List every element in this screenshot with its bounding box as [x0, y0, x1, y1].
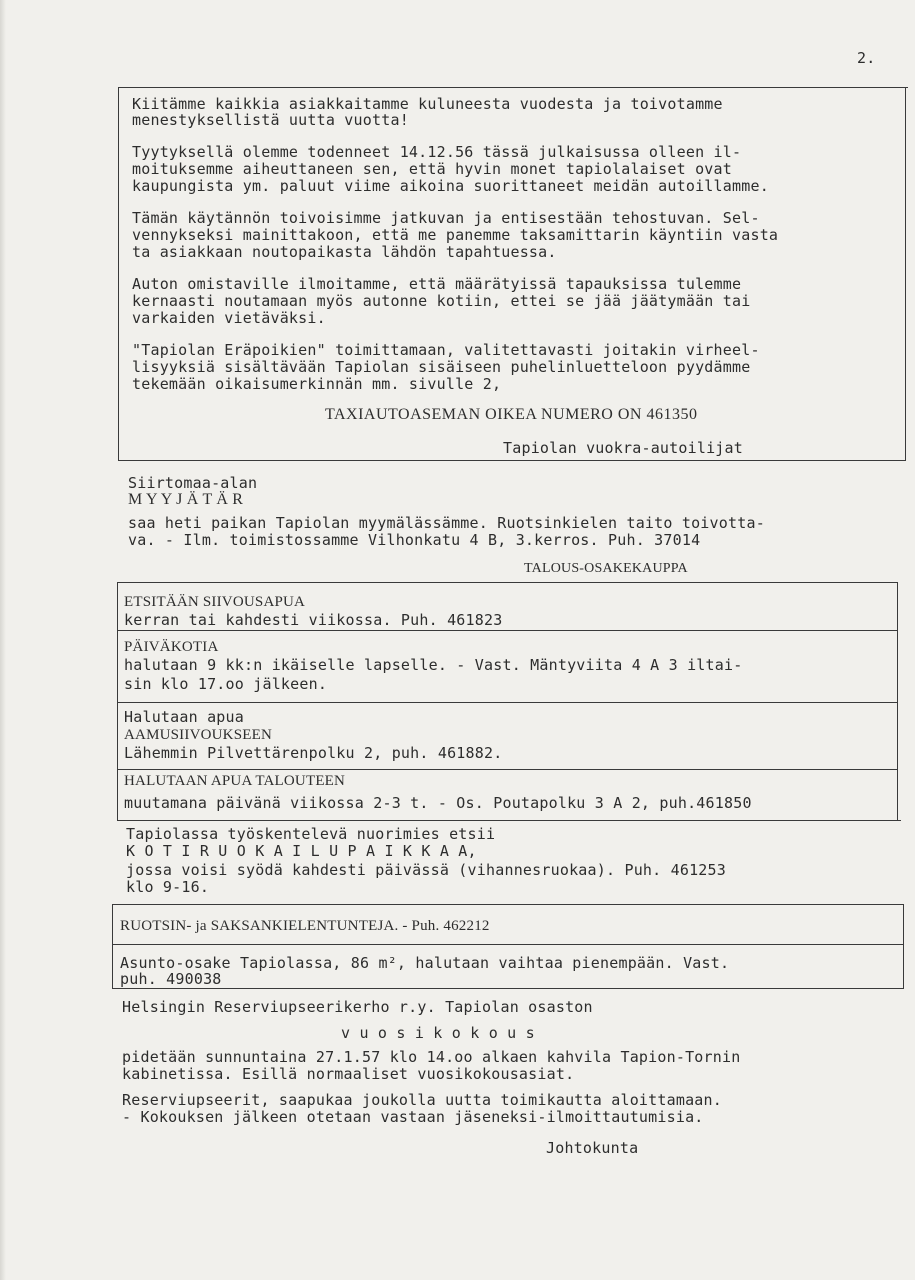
ad-heading: RUOTSIN- ja SAKSANKIELENTUNTEJA. - Puh. 462212	[120, 918, 490, 934]
taxi-box-top-rule	[118, 87, 908, 88]
notice-line: pidetään sunnuntaina 27.1.57 klo 14.oo alkaen kahvila Tapion-Tornin	[122, 1048, 741, 1066]
ad-heading: ETSITÄÄN SIIVOUSAPUA	[124, 594, 306, 610]
taxi-line: kaupungista ym. paluut viime aikoina suorittaneet meidän autoillamme.	[132, 177, 769, 195]
ad-line: sin klo 17.oo jälkeen.	[124, 675, 328, 693]
ad-heading: HALUTAAN APUA TALOUTEEN	[124, 773, 346, 789]
ad-line: kerran tai kahdesti viikossa. Puh. 461823	[124, 611, 503, 629]
divider	[112, 904, 904, 905]
ad-line: halutaan 9 kk:n ikäiselle lapselle. - Vast. Mäntyviita 4 A 3 iltai-	[124, 656, 743, 674]
taxi-line: lisyyksiä sisältävään Tapiolan sisäiseen puhelinluetteloon pyydämme	[132, 358, 751, 376]
notice-line: kabinetissa. Esillä normaaliset vuosikokousasiat.	[122, 1065, 575, 1083]
taxi-number-line: TAXIAUTOASEMAN OIKEA NUMERO ON 461350	[325, 406, 698, 423]
ad-signature: TALOUS-OSAKEKAUPPA	[524, 561, 688, 576]
ad-line: Halutaan apua	[124, 708, 244, 726]
taxi-signature: Tapiolan vuokra-autoilijat	[503, 439, 743, 457]
lower-box-right-rule	[903, 904, 904, 988]
notice-line: Helsingin Reserviupseerikerho r.y. Tapiolan osaston	[122, 998, 593, 1016]
taxi-line: menestyksellistä uutta vuotta!	[132, 111, 409, 129]
taxi-line: Auton omistaville ilmoitamme, että määrätyissä tapauksissa tulemme	[132, 275, 742, 293]
classifieds-top-rule	[117, 582, 897, 583]
taxi-line: Kiitämme kaikkia asiakkaitamme kuluneesta vuodesta ja toivotamme	[132, 95, 723, 113]
ad-heading: K O T I R U O K A I L U P A I K K A A,	[126, 842, 477, 860]
lower-box-left-rule	[112, 904, 113, 988]
ad-line: puh. 490038	[120, 970, 222, 988]
divider	[117, 820, 901, 821]
ad-line: va. - Ilm. toimistossamme Vilhonkatu 4 B, 3.kerros. Puh. 37014	[128, 531, 701, 549]
ad-line: jossa voisi syödä kahdesti päivässä (vihannesruokaa). Puh. 461253	[126, 861, 726, 879]
taxi-line: "Tapiolan Eräpoikien" toimittamaan, valitettavasti joitakin virheel-	[132, 341, 760, 359]
divider	[117, 702, 897, 703]
divider	[117, 769, 897, 770]
taxi-line: moituksemme aiheuttaneen sen, että hyvin monet tapiolalaiset ovat	[132, 160, 732, 178]
taxi-line: Tyytyksellä olemme todenneet 14.12.56 tässä julkaisussa olleen il-	[132, 143, 742, 161]
taxi-line: ta asiakkaan noutopaikasta lähdön tapahtuessa.	[132, 243, 557, 261]
ad-line: Asunto-osake Tapiolassa, 86 m², halutaan vaihtaa pienempään. Vast.	[120, 954, 730, 972]
ad-line: muutamana päivänä viikossa 2-3 t. - Os. Poutapolku 3 A 2, puh.461850	[124, 794, 752, 812]
taxi-line: varkaiden vietäväksi.	[132, 309, 326, 327]
taxi-line: vennykseksi mainittakoon, että me panemme taksamittarin käyntiin vasta	[132, 226, 779, 244]
taxi-line: Tämän käytännön toivoisimme jatkuvan ja entisestään tehostuvan. Sel-	[132, 209, 760, 227]
notice-line: - Kokouksen jälkeen otetaan vastaan jäseneksi-ilmoittautumisia.	[122, 1108, 704, 1126]
page-number: 2.	[857, 49, 876, 67]
taxi-line: kernaasti noutamaan myös autonne kotiin, ettei se jää jäätymään tai	[132, 292, 751, 310]
notice-heading: v u o s i k o k o u s	[341, 1024, 535, 1042]
ad-heading: AAMUSIIVOUKSEEN	[124, 727, 272, 743]
ad-line: Siirtomaa-alan	[128, 474, 258, 492]
ad-line: Tapiolassa työskentelevä nuorimies etsii	[126, 825, 496, 843]
ad-heading: PÄIVÄKOTIA	[124, 639, 219, 655]
page-edge-shadow	[0, 0, 6, 1280]
ad-line: klo 9-16.	[126, 878, 210, 896]
divider	[112, 944, 904, 945]
classifieds-right-rule	[897, 582, 898, 820]
divider	[112, 988, 904, 989]
taxi-line: tekemään oikaisumerkinnän mm. sivulle 2,	[132, 375, 502, 393]
ad-heading: M Y Y J Ä T Ä R	[128, 491, 244, 508]
notice-signature: Johtokunta	[546, 1139, 639, 1157]
classifieds-left-rule	[117, 582, 118, 820]
divider	[117, 630, 897, 631]
ad-line: Lähemmin Pilvettärenpolku 2, puh. 461882.	[124, 744, 503, 762]
ad-line: saa heti paikan Tapiolan myymälässämme. Ruotsinkielen taito toivotta-	[128, 514, 765, 532]
notice-line: Reserviupseerit, saapukaa joukolla uutta toimikautta aloittamaan.	[122, 1091, 722, 1109]
